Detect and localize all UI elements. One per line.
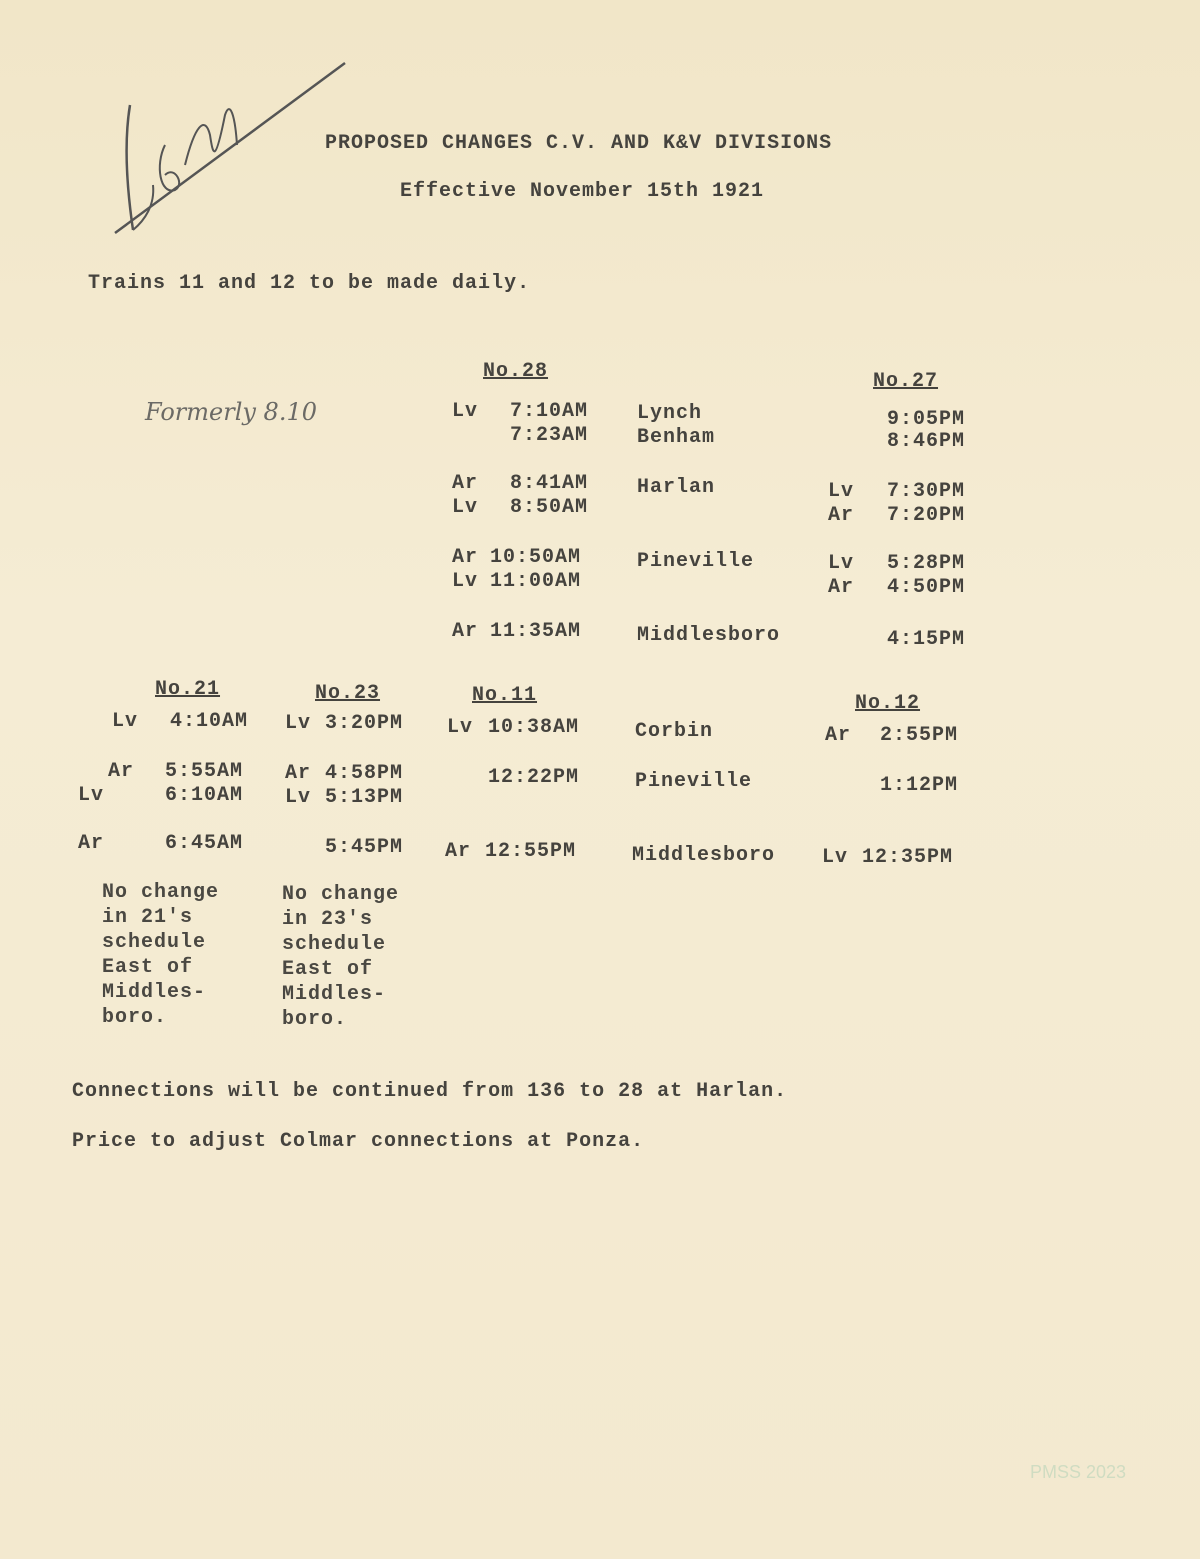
code-cell: Ar (452, 620, 479, 643)
station-cell: Lynch (637, 402, 703, 425)
intro-line: Trains 11 and 12 to be made daily. (88, 272, 531, 295)
station-cell: Middlesboro (632, 844, 776, 867)
station-cell: Corbin (635, 720, 714, 743)
code-cell: Ar (828, 576, 855, 599)
code-cell: Lv (828, 480, 855, 503)
time-cell: 4:58PM (325, 762, 404, 785)
time-cell: 11:35AM (490, 620, 582, 643)
watermark: PMSS 2023 (1030, 1462, 1127, 1482)
header-no21: No.21 (155, 678, 221, 701)
time-cell: 7:10AM (510, 400, 589, 423)
code-cell: Ar (452, 472, 479, 495)
footer-line-2: Price to adjust Colmar connections at Ponza. (72, 1130, 645, 1153)
station-cell: Middlesboro (637, 624, 781, 647)
code-cell: Lv (452, 400, 479, 423)
code-cell: Ar (108, 760, 135, 783)
time-cell: 6:10AM (165, 784, 244, 807)
time-cell: 1:12PM (880, 774, 959, 797)
time-cell: 5:13PM (325, 786, 404, 809)
station-cell: Benham (637, 426, 716, 449)
code-cell: Lv (285, 712, 312, 735)
code-cell: Ar (445, 840, 472, 863)
time-cell: 5:55AM (165, 760, 244, 783)
header-no11: No.11 (472, 684, 538, 707)
code-cell: Lv (78, 784, 105, 807)
code-cell: Lv (112, 710, 139, 733)
time-cell: 4:15PM (887, 628, 966, 651)
time-cell: 7:30PM (887, 480, 966, 503)
station-cell: Pineville (637, 550, 755, 573)
time-cell: 6:45AM (165, 832, 244, 855)
code-cell: Ar (828, 504, 855, 527)
code-cell: Lv (447, 716, 474, 739)
station-cell: Pineville (635, 770, 753, 793)
code-cell: Ar (285, 762, 312, 785)
note-train-21: No change in 21's schedule East of Middles- boro. (102, 881, 220, 1029)
code-cell: Ar (452, 546, 479, 569)
header-no23: No.23 (315, 682, 381, 705)
code-cell: Lv (452, 570, 479, 593)
time-cell: 4:50PM (887, 576, 966, 599)
time-cell: 12:35PM (862, 846, 954, 869)
header-no27: No.27 (873, 370, 939, 393)
time-cell: 9:05PM (887, 408, 966, 431)
time-cell: 7:20PM (887, 504, 966, 527)
time-cell: 7:23AM (510, 424, 589, 447)
header-no28: No.28 (483, 360, 549, 383)
time-cell: 4:10AM (170, 710, 249, 733)
note-train-23: No change in 23's schedule East of Middles- boro. (282, 883, 400, 1031)
time-cell: 10:50AM (490, 546, 582, 569)
handwritten-note: Formerly 8.10 (145, 398, 317, 426)
document-title: PROPOSED CHANGES C.V. AND K&V DIVISIONS (325, 132, 833, 155)
time-cell: 12:55PM (485, 840, 577, 863)
time-cell: 8:46PM (887, 430, 966, 453)
time-cell: 12:22PM (488, 766, 580, 789)
header-no12: No.12 (855, 692, 921, 715)
code-cell: Lv (285, 786, 312, 809)
code-cell: Ar (78, 832, 105, 855)
code-cell: Lv (828, 552, 855, 575)
time-cell: 8:41AM (510, 472, 589, 495)
code-cell: Lv (452, 496, 479, 519)
time-cell: 3:20PM (325, 712, 404, 735)
time-cell: 2:55PM (880, 724, 959, 747)
code-cell: Lv (822, 846, 849, 869)
footer-line-1: Connections will be continued from 136 to 28 at Harlan. (72, 1080, 788, 1103)
code-cell: Ar (825, 724, 852, 747)
time-cell: 5:45PM (325, 836, 404, 859)
effective-date: Effective November 15th 1921 (400, 180, 765, 203)
time-cell: 11:00AM (490, 570, 582, 593)
time-cell: 5:28PM (887, 552, 966, 575)
station-cell: Harlan (637, 476, 716, 499)
time-cell: 8:50AM (510, 496, 589, 519)
time-cell: 10:38AM (488, 716, 580, 739)
